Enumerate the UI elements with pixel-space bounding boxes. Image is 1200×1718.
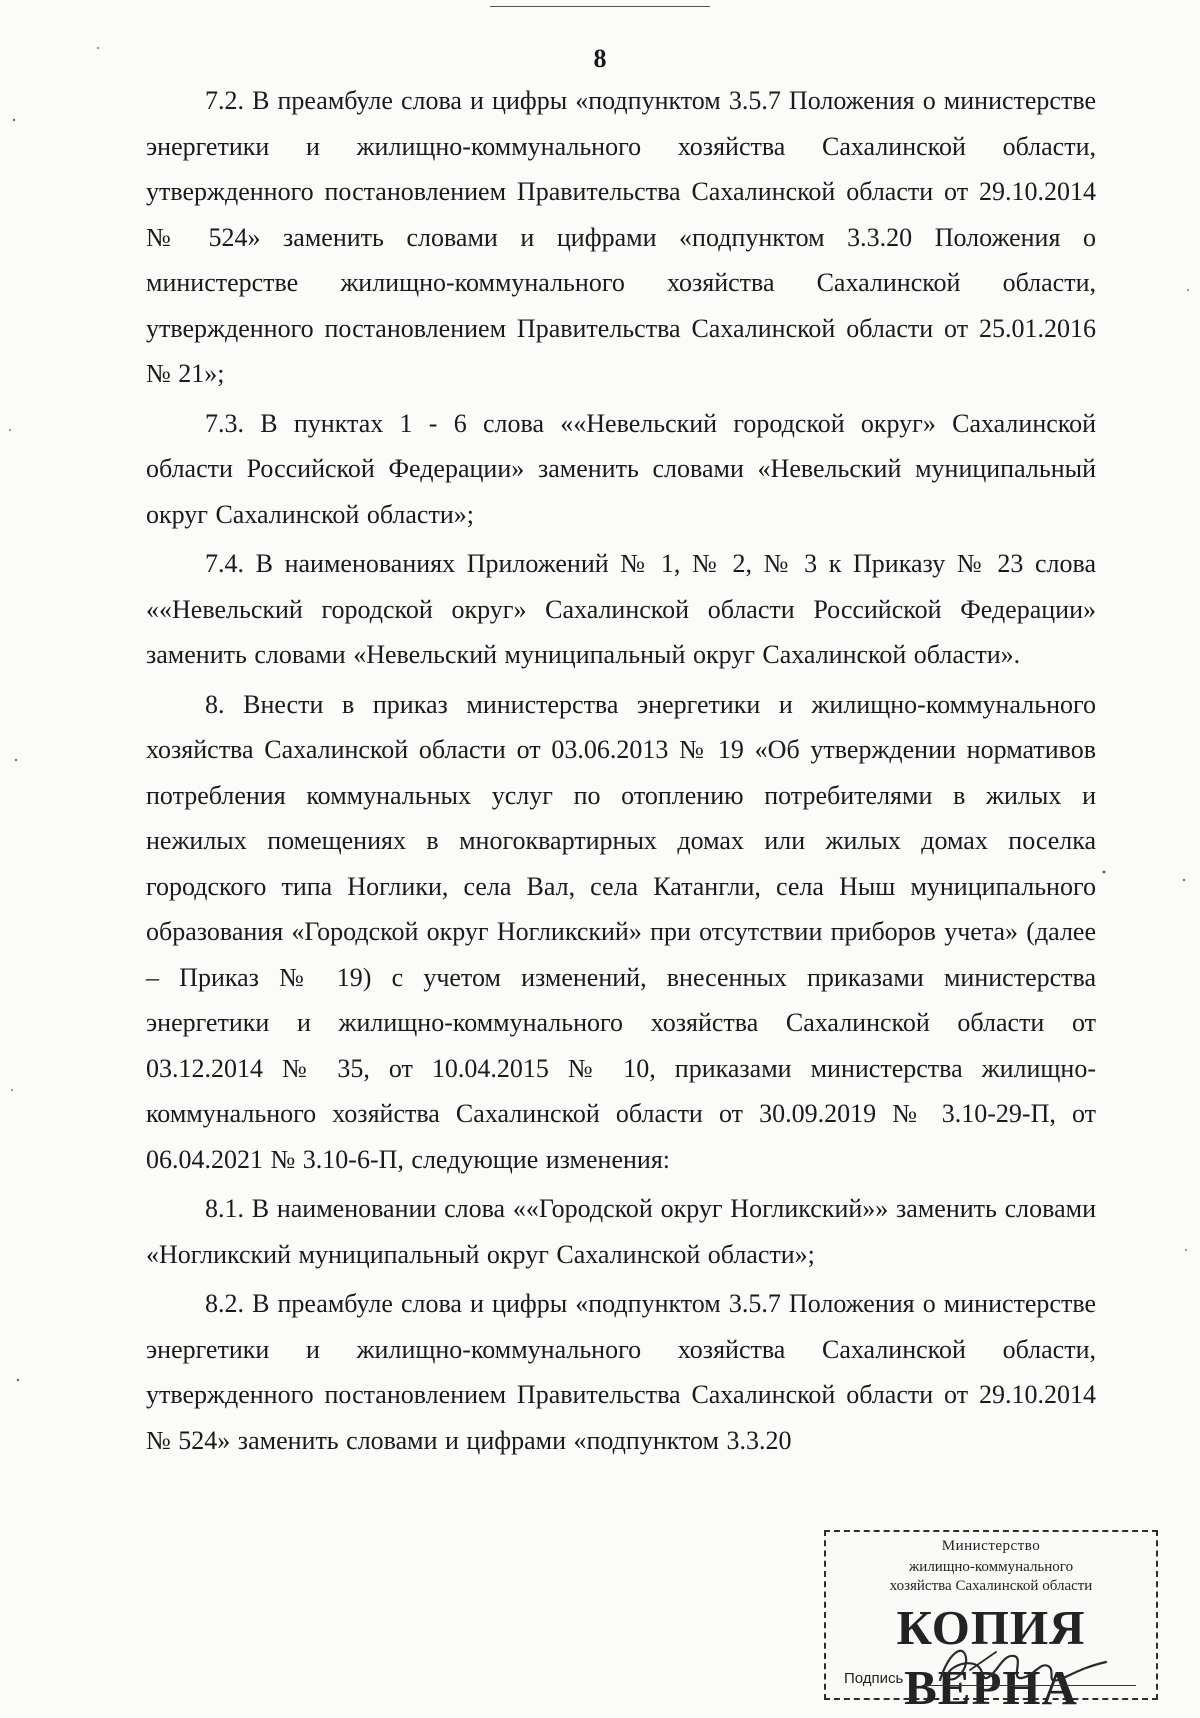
handwritten-signature xyxy=(930,1640,1120,1694)
top-rule xyxy=(490,6,710,7)
paragraph-8-2: 8.2. В преамбуле слова и цифры «подпунктом 3.5.7 Положения о министерстве энергетики и жилищно-коммунального хозяйства Сахалинской области, утвержденного постановлением Правительства Сахалинской области от 29.10.2014 № 524» заменить словами и цифрами «подпунктом 3.3.20 xyxy=(146,1289,1096,1455)
document-body xyxy=(146,78,1096,1467)
paragraph-7-4: 7.4. В наименованиях Приложений № 1, № 2, № 3 к Приказу № 23 слова ««Невельский городской округ» Сахалинской области Российской Федерации» заменить словами «Невельский муниципальный округ Сахалинской области». xyxy=(146,549,1096,669)
paragraph-7-3: 7.3. В пунктах 1 - 6 слова ««Невельский городской округ» Сахалинской области Российской Федерации» заменить словами «Невельский муниципальный округ Сахалинской области»; xyxy=(146,408,1096,529)
paragraph-8: 8. Внести в приказ министерства энергетики и жилищно-коммунального хозяйства Сахалинской области от 03.06.2013 № 19 «Об утверждении нормативов потребления коммунальных услуг по отоплению потребителями в жилых и нежилых помещениях в многоквартирных домах или жилых домах поселка городского типа Ноглики, села Вал, села Катангли, села Ныш муниципального образования «Городской округ Ногликский» при отсутствии приборов учета» (далее – Приказ № 19) с учетом изменений, внесенных приказами министерства энергетики и жилищно-коммунального хозяйства Сахалинской области от 03.12.2014 № 35, от 10.04.2015 № 10, приказами министерства жилищно-коммунального хозяйства Сахалинской области от 30.09.2019 № 3.10-29-П, от 06.04.2021 № 3.10-6-П, следующие изменения: xyxy=(146,689,1096,1174)
stamp-signature-label: Подпись xyxy=(844,1670,904,1687)
paragraph-8-1: 8.1. В наименовании слова ««Городской округ Ногликский»» заменить словами «Ногликский муниципальный округ Сахалинской области»; xyxy=(146,1194,1096,1269)
stamp-title: КОПИЯ ВЕРНА xyxy=(896,1600,1086,1715)
certified-copy-stamp xyxy=(824,1530,1158,1715)
paragraph-7-2: 7.2. В преамбуле слова и цифры «подпунктом 3.5.7 Положения о министерстве энергетики и жилищно-коммунального хозяйства Сахалинской области, утвержденного постановлением Правительства Сахалинской области от 29.10.2014 № 524» заменить словами и цифрами «подпунктом 3.3.20 Положения о министерстве жилищно-коммунального хозяйства Сахалинской области, утвержденного постановлением Правительства Сахалинской области от 25.01.2016 № 21»; xyxy=(146,86,1096,388)
stamp-department-line: жилищно-коммунального xyxy=(908,1559,1074,1575)
page-number: 8 xyxy=(593,44,607,73)
stamp-region-line: хозяйства Сахалинской области xyxy=(889,1578,1093,1594)
stamp-ministry-line: Министерство xyxy=(941,1538,1041,1554)
